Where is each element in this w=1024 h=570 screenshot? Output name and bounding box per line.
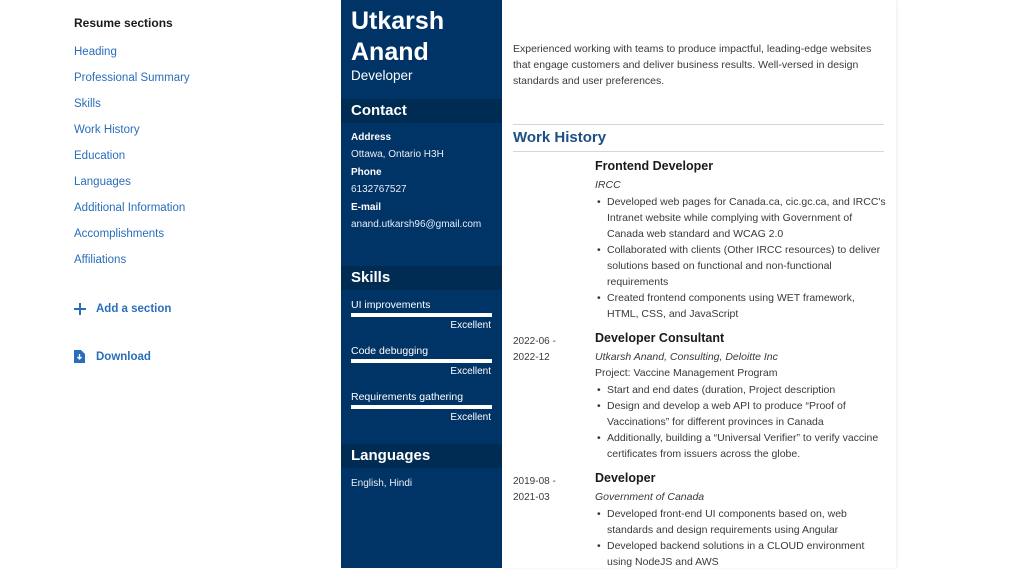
phone-label: Phone [351,167,382,178]
job-bullet: • Developed web pages for Canada.ca, cic.gc.ca, and IRCC's Intranet website while complying with Government of Canada web standard and WCAG 2.0 [595,194,887,242]
job-bullet: • Design and develop a web API to produce “Proof of Vaccinations” for different provinces in Canada [595,398,887,430]
resume-main-content [502,0,896,568]
job-bullet: • Developed backend solutions in a CLOUD environment using NodeJS and AWS [595,538,887,570]
download-button[interactable] [73,350,151,363]
skill-level: Excellent [450,366,491,377]
job-bullet: • Developed front-end UI components based on, web standards and design requirements using Angular [595,506,887,538]
job-bullet: • Additionally, building a “Universal Verifier” to verify vaccine certificates from issuers across the globe. [595,430,887,462]
add-section-button[interactable] [73,302,171,315]
nav-item-professional-summary[interactable]: Professional Summary [74,72,190,84]
job-bullets [595,194,887,322]
skill-name: UI improvements [351,299,431,311]
section-divider [513,124,884,125]
job-dates: 2022-06 - 2022-12 [513,336,556,363]
address-value: Ottawa, Ontario H3H [351,149,444,160]
candidate-role: Developer [351,68,413,83]
section-divider [513,151,884,152]
job-bullet: • Collaborated with clients (Other IRCC resources) to deliver solutions based on functional and non-functional requirements [595,242,887,290]
job-title: Frontend Developer [595,159,714,173]
job-company: Government of Canada [595,491,705,503]
resume-sections-title: Resume sections [74,16,173,30]
email-label: E-mail [351,202,382,213]
job-company: Utkarsh Anand, Consulting, Deloitte Inc [595,351,778,363]
languages-heading: Languages [341,444,502,468]
candidate-name: Utkarsh Anand [351,7,445,66]
nav-item-affiliations[interactable]: Affiliations [74,254,127,266]
nav-item-skills[interactable]: Skills [74,98,101,110]
skill-name: Code debugging [351,345,429,357]
nav-item-work-history[interactable]: Work History [74,124,140,136]
nav-item-heading[interactable]: Heading [74,46,117,58]
job-bullets [595,506,887,570]
job-title: Developer Consultant [595,331,725,345]
job-title: Developer [595,471,656,485]
download-file-icon [73,350,86,363]
nav-item-languages[interactable]: Languages [74,176,131,188]
contact-heading: Contact [341,99,502,123]
resume-sections-panel [0,0,341,568]
job-company: IRCC [595,179,621,191]
download-label: Download [96,350,151,363]
skill-bar [351,313,492,317]
skill-bar [351,359,492,363]
work-history-heading: Work History [513,129,607,146]
plus-icon [73,302,86,315]
add-section-label: Add a section [96,302,172,315]
job-bullet: • Start and end dates (duration, Project description [595,382,887,398]
skill-name: Requirements gathering [351,391,464,403]
job-dates: 2019-08 - 2021-03 [513,476,556,503]
skill-bar [351,405,492,409]
professional-summary-text: Experienced working with teams to produce impactful, leading-edge websites that engage customers and deliver business results. Well-versed in design standards and user preferences. [513,43,872,87]
skill-level: Excellent [450,320,491,331]
skill-level: Excellent [450,412,491,423]
languages-value: English, Hindi [351,478,413,489]
email-value: anand.utkarsh96@gmail.com [351,219,482,230]
address-label: Address [351,132,392,143]
phone-value: 6132767527 [351,184,407,195]
job-bullets [595,382,887,462]
nav-item-education[interactable]: Education [74,150,126,162]
skills-heading: Skills [341,266,502,290]
job-project: Project: Vaccine Management Program [595,367,778,379]
nav-item-accomplishments[interactable]: Accomplishments [74,228,165,240]
nav-item-additional-information[interactable]: Additional Information [74,202,186,214]
job-bullet: • Created frontend components using WET framework, HTML, CSS, and JavaScript [595,290,887,322]
resume-sections-nav [74,45,190,279]
resume-sidebar [341,0,502,568]
